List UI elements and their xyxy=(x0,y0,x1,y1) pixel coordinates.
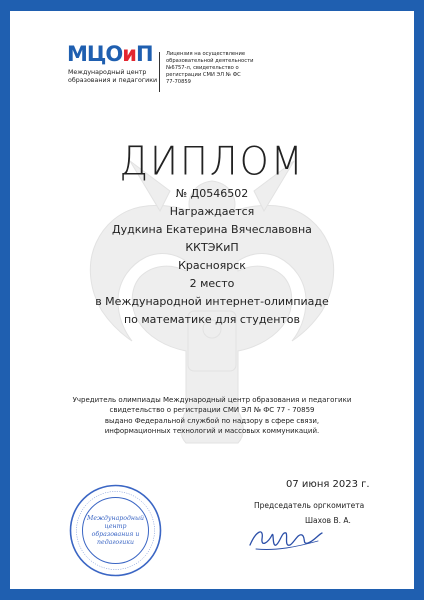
organization-stamp xyxy=(68,483,163,578)
logo-divider xyxy=(159,52,160,92)
founder-line: Учредитель олимпиады Международный центр образования и педагогики xyxy=(72,396,352,404)
recipient-city: Красноярск xyxy=(178,259,246,272)
license-line: регистрации СМИ ЭЛ № ФС xyxy=(166,71,241,78)
founder-paragraph xyxy=(50,395,374,437)
diploma-title: ДИПЛОМ xyxy=(119,138,305,185)
chair-name: Шахов В. А. xyxy=(305,516,351,525)
logo-wordmark xyxy=(67,42,153,66)
diploma-number: № Д0546502 xyxy=(175,187,249,200)
license-line: 77-70859 xyxy=(166,78,191,85)
issue-date: 07 июня 2023 г. xyxy=(286,479,370,490)
event-name-line1: в Международной интернет-олимпиаде xyxy=(95,295,329,308)
recipient-organization: ККТЭКиП xyxy=(185,241,239,254)
founder-line: информационных технологий и массовых коммуникаций. xyxy=(104,427,320,436)
stamp-text-3: образования и xyxy=(91,531,140,538)
diploma-sheet xyxy=(10,11,414,589)
stamp-text-4: педагогики xyxy=(97,539,134,546)
logo-subtitle xyxy=(68,69,163,85)
logo-brand-blue-end: П xyxy=(135,42,153,66)
organization-logo xyxy=(67,42,162,100)
license-line: №6757-л, свидетельство о xyxy=(166,64,239,71)
chair-signature xyxy=(246,521,326,557)
logo-brand-red: и xyxy=(122,42,136,66)
award-place: 2 место xyxy=(189,277,235,290)
event-name-line2: по математике для студентов xyxy=(123,313,301,326)
awarded-label: Награждается xyxy=(169,205,255,218)
founder-line: выдано Федеральной службой по надзору в сфере связи, xyxy=(104,416,320,425)
license-line: образовательной деятельности xyxy=(166,57,254,64)
logo-subtitle-line2: образования и педагогики xyxy=(68,77,158,84)
stamp-text-1: Международный xyxy=(86,515,145,522)
recipient-name: Дудкина Екатерина Вячеславовна xyxy=(112,223,312,236)
logo-subtitle-line1: Международный центр xyxy=(68,69,147,76)
logo-brand-blue: МЦО xyxy=(67,42,123,66)
license-line: Лицензия на осуществление xyxy=(166,51,246,57)
stamp-text-2: центр xyxy=(104,523,127,530)
chair-title: Председатель оргкомитета xyxy=(254,501,365,510)
license-info xyxy=(166,51,286,86)
founder-line: свидетельство о регистрации СМИ ЭЛ № ФС 77 - 70859 xyxy=(109,406,315,415)
